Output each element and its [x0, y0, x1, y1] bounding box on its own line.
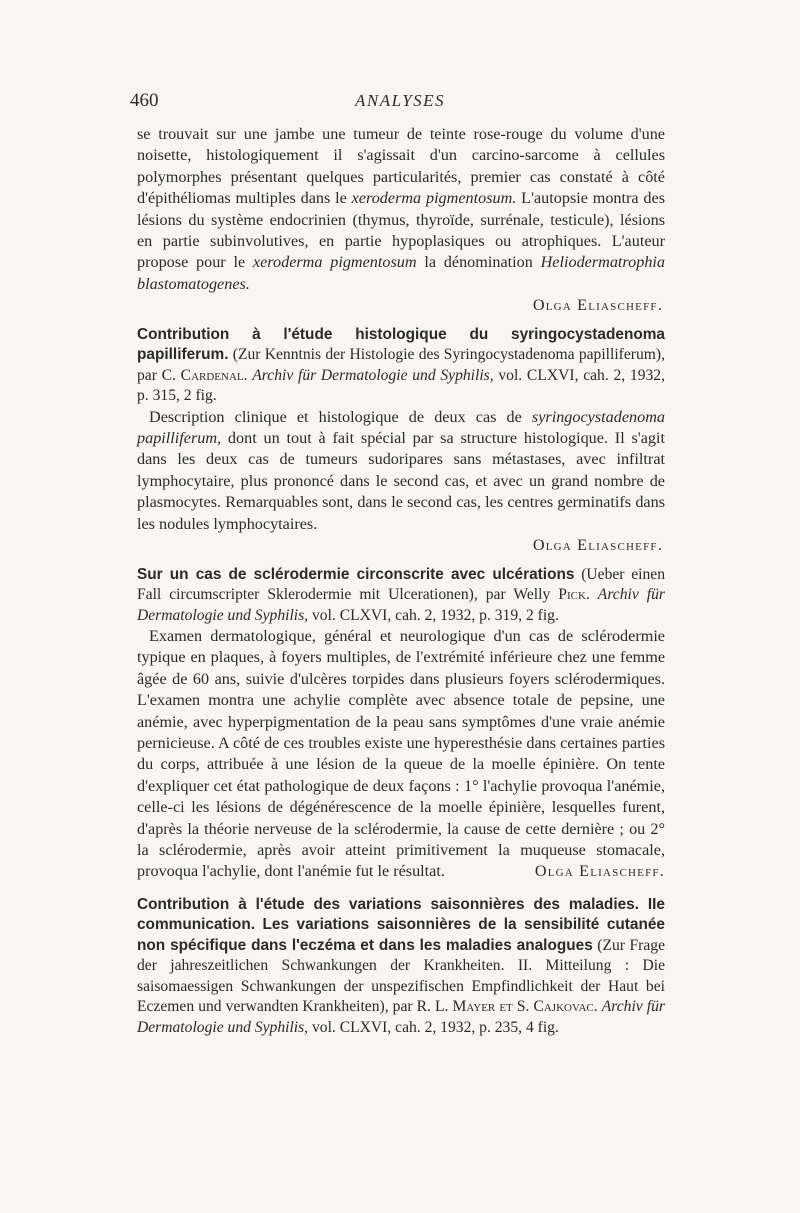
body-text: Description clinique et histologique de deux cas de [149, 407, 532, 426]
signature: Olga Eliascheff. [532, 296, 663, 315]
intro-text-2: L'autopsie montra des lésions du système endocrinien (thymus, thyroïde, surrénale, testicule), lésions en partie subinvolutives, en partie hypoplasiques ou atrophiques. L'auteur propose pour le [137, 189, 665, 272]
article-heading [137, 565, 665, 627]
article-body [137, 407, 665, 535]
body-text: Examen dermatologique, général et neurologique d'un cas de sclérodermie typique en plaques, à foyers multiples, de l'extrémité inférieure chez une femme âgée de 60 ans, suivie d'ulcères torpides dans plusieurs foyers sclérodermiques. L'examen montra une achylie complète avec absence totale de pepsine, une anémie, avec hyperpigmentation de la peau sans symptômes d'une vraie anémie pernicieuse. A côté de ces troubles existe une hyperesthésie dans certaines parties du corps, attribuée à une lésion de la queue de la moelle épinière. On tente d'expliquer cet état pathologique de deux façons : 1° l'achylie provoqua l'anémie, celle-ci les lésions de dégénérescence de la moelle épinière, lesquelles furent, d'après la théorie nerveuse de la sclérodermie, la cause de cette dernière ; ou 2° la sclérodermie, après avoir atteint primitivement la muqueuse stomacale, provoqua l'achylie, dont l'anémie fut le résultat. [137, 627, 665, 881]
intro-text-1: se trouvait sur une jambe une tumeur de teinte rose-rouge du volume d'une noisette, histologiquement il s'agissait d'un carcino-sarcome à cellules polymorphes présentant quelques particularités, premier cas constaté à côté d'épithéliomas multiples dans le [137, 125, 665, 208]
intro-paragraph [137, 124, 665, 295]
page-number: 460 [130, 90, 159, 111]
intro-italic-3: Heliodermatrophia blastomatogenes. [137, 253, 666, 293]
body-italic: syringocystadenoma papilliferum, [137, 407, 665, 448]
article-ref-details: vol. CLXVI, cah. 2, 1932, p. 315, 2 fig. [137, 366, 665, 405]
signature: Olga Eliascheff. [534, 862, 665, 881]
article-body [137, 626, 665, 883]
article-journal: Archiv für Dermatologie und Syphilis, [252, 366, 494, 384]
intro-italic-1: xeroderma pigmentosum. [351, 189, 517, 208]
article-heading [137, 325, 665, 407]
page-content [137, 124, 665, 1038]
article-title: Sur un cas de sclérodermie circonscrite avec ulcérations [137, 565, 575, 583]
article-ref: (Zur Kenntnis der Histologie des Syringocystadenoma papilliferum), par [137, 346, 665, 384]
signature: Olga Eliascheff. [532, 536, 663, 555]
article-journal: Archiv für Dermatologie und Syphilis, [137, 586, 665, 624]
article-journal: Archiv für Dermatologie und Syphilis, [137, 998, 665, 1036]
article-author: R. L. Mayer et S. Cajkovac. [416, 998, 598, 1016]
article-ref-details: vol. CLXVI, cah. 2, 1932, p. 235, 4 fig. [308, 1018, 559, 1036]
article-heading [137, 895, 665, 1039]
running-head: ANALYSES [354, 91, 446, 110]
intro-italic-2: xeroderma pigmentosum [252, 253, 417, 272]
article-title: Contribution à l'étude histologique du syringocystadenoma papilliferum. [137, 325, 665, 364]
article-ref: (Ueber einen Fall circumscripter Sklerodermie mit Ulcerationen), par Welly [137, 565, 665, 603]
article-author: C. Cardenal. [161, 366, 248, 384]
page-header [0, 90, 800, 114]
intro-text-3: la dénomination [416, 253, 541, 272]
article-ref: (Zur Frage der jahreszeitlichen Schwankungen der Krankheiten. II. Mitteilung : Die saisomaessigen Schwankungen der unspezifischen Empfindlichkeit der Haut bei Eczemen und verwandten Krankheiten), par [137, 936, 665, 1016]
article-author: Pick. [558, 586, 590, 603]
body-text-cont: dont un tout à fait spécial par sa structure histologique. Il s'agit dans les deux cas de tumeurs sudoripares sans métastases, avec infiltrat lymphocytaire, plus prononcé dans le second cas, et avec un grand nombre de plasmocytes. Remarquables sont, dans le second cas, les centres germinatifs dans les nodules lymphocytaires. [137, 429, 665, 533]
article-ref-details: vol. CLXVI, cah. 2, 1932, p. 319, 2 fig. [308, 606, 559, 624]
article-title: Contribution à l'étude des variations saisonnières des maladies. IIe communication. Les variations saisonnières de la sensibilité cutanée non spécifique dans l'eczéma et dans les maladies analogues [137, 895, 665, 954]
